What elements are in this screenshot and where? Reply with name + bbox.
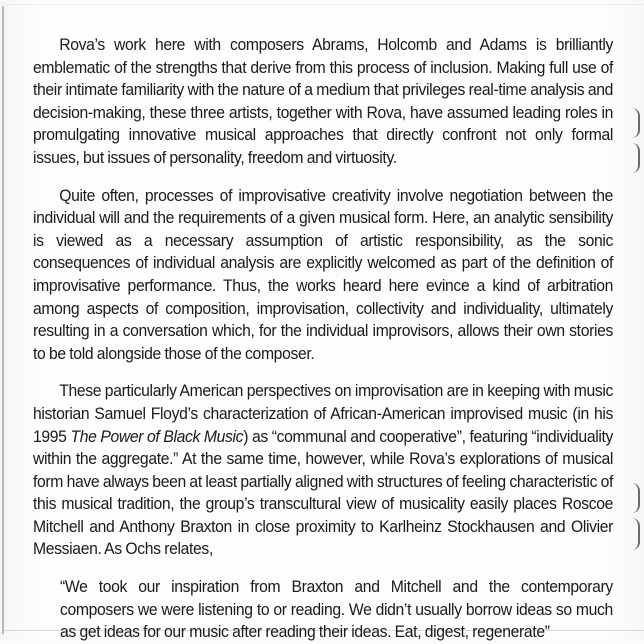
page-binding-edge: [2, 6, 4, 634]
paragraph-american-perspectives: [33, 380, 613, 561]
paragraph-text-after-title: ) as “communal and cooperative”, featuring “individuality within the aggregate.” At the same time, however, while Rova’s explorations of musical form have always been at least partially aligned with structures of feeling characteristic of this musical tradition, the group’s transcultural view of musicality easily places Roscoe Mitchell and Anthony Braxton in close proximity to Karlheinz Stockhausen and Olivier Messiaen. As Ochs relates,: [33, 427, 614, 559]
paragraph-text-before-title: These particularly American perspectives on improvisation are in keeping with music historian Samuel Floyd’s characterization of African-American improvised music (in his 1995: [33, 382, 614, 446]
paragraph-rova-work: Rova’s work here with composers Abrams, Holcomb and Adams is brilliantly emblematic of the strengths that derive from this process of inclusion. Making full use of their intimate familiarity with the nature of a medium that privileges real-time analysis and decision-making, these three artists, together with Rova, have assumed leading roles in promulgating innovative musical approaches that directly confront not only formal issues, but issues of personality, freedom and virtuosity.: [33, 36, 614, 167]
body-text: [33, 34, 613, 644]
margin-bracket-mark: [632, 108, 640, 138]
page-top-edge: [4, 4, 644, 5]
paragraph-improvisative-creativity: Quite often, processes of improvisative creativity involve negotiation between the individual will and the requirements of a given musical form. Here, an analytic sensibility is viewed as a necessary assumption of artistic responsibility, as the sonic consequences of individual analysis are explicitly welcomed as part of the definition of improvisative performance. Thus, the works heard here evince a kind of arbitration among aspects of composition, improvisation, collectivity and individuality, ultimately resulting in a conversation which, for the individual improvisors, allows their own stories to be told alongside those of the composer.: [33, 186, 614, 363]
margin-bracket-mark: [632, 483, 640, 513]
book-title: The Power of Black Music: [70, 427, 244, 446]
ochs-quote: “We took our inspiration from Braxton and Mitchell and the contemporary composers we were listening to or reading. We didn’t usually borrow ideas so much as get ideas for our music after reading their ideas. Eat, digest, regenerate”: [60, 578, 613, 642]
margin-bracket-mark: [632, 143, 640, 173]
margin-bracket-mark: [632, 518, 640, 550]
